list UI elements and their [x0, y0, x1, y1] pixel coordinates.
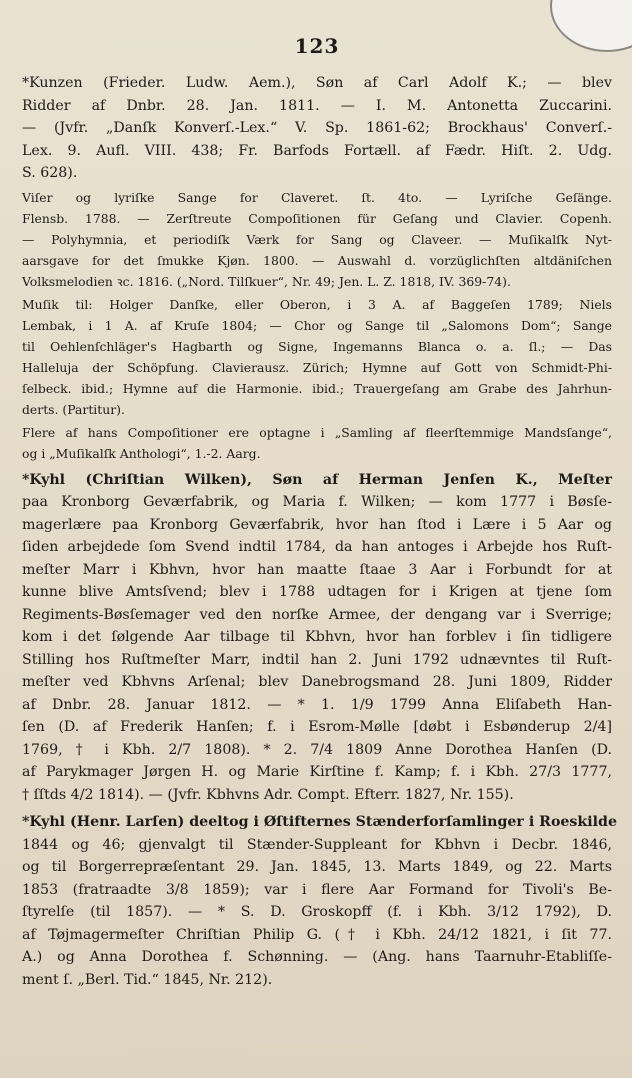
kunzen-music: [22, 294, 612, 420]
text-line: Volksmelodien ꝛc. 1816. („Nord. Tilſkuer“, Nr. 49; Jen. L. Z. 1818, IV. 369-74).: [22, 273, 511, 289]
kunzen-works: [22, 187, 612, 292]
text-line: A.) og Anna Dorothea f. Schønning. — (Ang. hans Taarnuhr-Etabliſſe-: [22, 949, 612, 965]
text-line: paa Kronborg Geværfabrik, og Maria f. Wilken; — kom 1777 i Bøsſe-: [22, 494, 612, 510]
kunzen-biography: [22, 72, 612, 185]
text-line: og til Borgerrepræſentant 29. Jan. 1845, 13. Marts 1849, og 22. Marts: [22, 859, 612, 875]
text-line: *Kunzen (Frieder. Ludw. Aem.), Søn af Carl Adolf K.; — blev: [22, 75, 612, 91]
text-line: — Polyhymnia, et periodiſk Værk for Sang og Claveer. — Muſikalſk Nyt-: [22, 231, 612, 247]
text-line: og i „Muſikalſk Anthologi“, 1.-2. Aarg.: [22, 445, 261, 461]
page-number: 123: [294, 34, 340, 58]
text-line: Viſer og lyriſke Sange for Claveret. ſt. 4to. — Lyriſche Geſänge.: [22, 189, 612, 205]
entry-kyhl-henr: [22, 811, 617, 991]
text-line: Ridder af Dnbr. 28. Jan. 1811. — I. M. Antonetta Zuccarini.: [22, 97, 612, 114]
text-line: af Parykmager Jørgen H. og Marie Kirſtine f. Kamp; f. i Kbh. 27/3 1777,: [22, 764, 612, 780]
text-line: af Dnbr. 28. Januar 1812. — * 1. 1/9 1799 Anna Eliſabeth Han-: [22, 696, 612, 713]
text-line: † ſſtds 4/2 1814). — (Jvfr. Kbhvns Adr. Compt. Efterr. 1827, Nr. 155).: [22, 786, 514, 803]
text-line: 1853 (fratraadte 3/8 1859); var i flere Aar Formand for Tivoli's Be-: [22, 881, 612, 898]
text-line: ment ſ. „Berl. Tid.“ 1845, Nr. 212).: [22, 971, 273, 988]
text-line: meſter Marr i Kbhvn, hvor han maatte ſtaae 3 Aar i Forbundt for at: [22, 561, 612, 578]
text-line: aarsgave for det ſmukke Kjøn. 1800. — Auswahl d. vorzüglichſten altdäniſchen: [22, 252, 612, 268]
text-line: Lembak, i 1 A. af Kruſe 1804; — Chor og Sange til „Salomons Dom“; Sange: [22, 317, 612, 333]
text-line: meſter ved Kbhvns Arſenal; blev Danebrogsmand 28. Juni 1809, Ridder: [22, 674, 612, 690]
text-line: — (Jvfr. „Danſk Konverſ.-Lex.“ V. Sp. 1861-62; Brockhaus' Converſ.-: [22, 120, 612, 136]
text-line: ſtyrelſe (til 1857). — * S. D. Groskopff (f. i Kbh. 3/12 1792), D.: [22, 904, 612, 920]
text-line: Lex. 9. Aufl. VIII. 438; Fr. Barfods Fortæll. af Fædr. Hiſt. 2. Udg.: [22, 142, 612, 159]
kunzen-more: [22, 422, 612, 464]
text-line: Halleluja der Schöpfung. Clavierausz. Zürich; Hymne auf Gott von Schmidt-Phi-: [22, 359, 612, 375]
text-line: S. 628).: [22, 165, 78, 181]
text-line: 1844 og 46; gjenvalgt til Stænder-Suppleant for Kbhvn i Decbr. 1846,: [22, 836, 612, 853]
text-line: Flere af hans Compoſitioner ere optagne i „Samling af fleerſtemmige Mandsſange“,: [22, 424, 612, 440]
text-line: kom i det ſølgende Aar tilbage til Kbhvn, hvor han forblev i ſin tidligere: [22, 629, 612, 645]
text-line: Regiments-Bøsſemager ved den norſke Armee, der dengang var i Sverrige;: [22, 606, 612, 623]
entry-kunzen: [22, 72, 612, 464]
text-line: magerlære paa Kronborg Geværfabrik, hvor han ſtod i Lære i 5 Aar og: [22, 516, 612, 533]
text-line: Muſik til: Holger Danſke, eller Oberon, i 3 A. af Baggeſen 1789; Niels: [22, 296, 612, 312]
text-line: ſelbeck. ibid.; Hymne auf die Harmonie. ibid.; Trauergeſang am Grabe des Jahrhun-: [22, 380, 612, 396]
text-line: ſen (D. af Frederik Hanſen; f. i Esrom-Mølle [døbt i Esbønderup 2/4]: [22, 719, 612, 735]
text-line: af Tøjmagermeſter Chriſtian Philip G. († i Kbh. 24/12 1821, i ſit 77.: [22, 926, 612, 943]
text-line: *Kyhl (Chriſtian Wilken), Søn af Herman Jenſen K., Meſter: [22, 471, 612, 488]
text-line: Flensb. 1788. — Zerſtreute Compoſitionen für Geſang und Clavier. Copenh.: [22, 210, 612, 226]
text-line: *Kyhl (Henr. Larſen) deeltog i Øſtifternes Stænderforſamlinger i Roeskilde: [22, 814, 617, 830]
text-line: derts. (Partitur).: [22, 401, 125, 417]
text-line: kunne blive Amtsſvend; blev i 1788 udtagen for i Krigen at tjene ſom: [22, 584, 612, 600]
text-line: ſiden arbejdede ſom Svend indtil 1784, da han antoges i Arbejde hos Ruſt-: [22, 539, 612, 555]
entry-kyhl-christian: [22, 469, 612, 807]
text-line: til Oehlenſchläger's Hagbarth og Signe, Ingemanns Blanca o. a. ſl.; — Das: [22, 338, 612, 354]
text-line: 1769, † i Kbh. 2/7 1808). * 2. 7/4 1809 Anne Dorothea Hanſen (D.: [22, 741, 612, 758]
text-line: Stilling hos Ruſtmeſter Marr, indtil han 2. Juni 1792 udnævntes til Ruſt-: [22, 651, 612, 668]
